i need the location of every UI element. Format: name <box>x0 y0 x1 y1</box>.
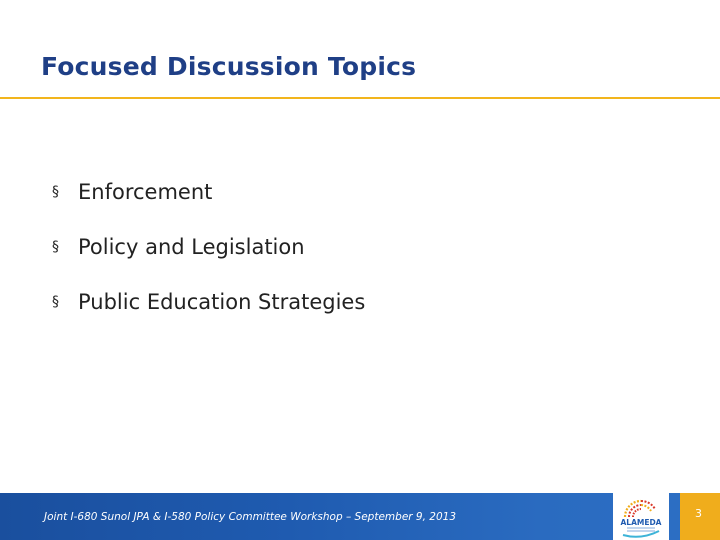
bullet-text: Public Education Strategies <box>78 290 366 314</box>
alameda-logo <box>613 493 669 540</box>
svg-text:ALAMEDA: ALAMEDA <box>620 518 662 527</box>
bullet-marker-icon: § <box>52 239 59 255</box>
bullet-item <box>52 290 365 314</box>
bullet-text: Policy and Legislation <box>78 235 305 259</box>
bullet-text: Enforcement <box>78 180 213 204</box>
title-divider <box>0 97 720 99</box>
footer-caption: Joint I-680 Sunol JPA & I-580 Policy Committee Workshop – September 9, 2013 <box>44 511 457 523</box>
page-number-box <box>680 493 720 540</box>
bullet-marker-icon: § <box>52 184 59 200</box>
bullet-item <box>52 180 212 204</box>
alameda-logo-icon <box>613 493 669 540</box>
slide-title: Focused Discussion Topics <box>41 52 417 81</box>
footer-bar <box>0 493 720 540</box>
page-number: 3 <box>695 507 702 520</box>
bullet-marker-icon: § <box>52 294 59 310</box>
bullet-item <box>52 235 305 259</box>
